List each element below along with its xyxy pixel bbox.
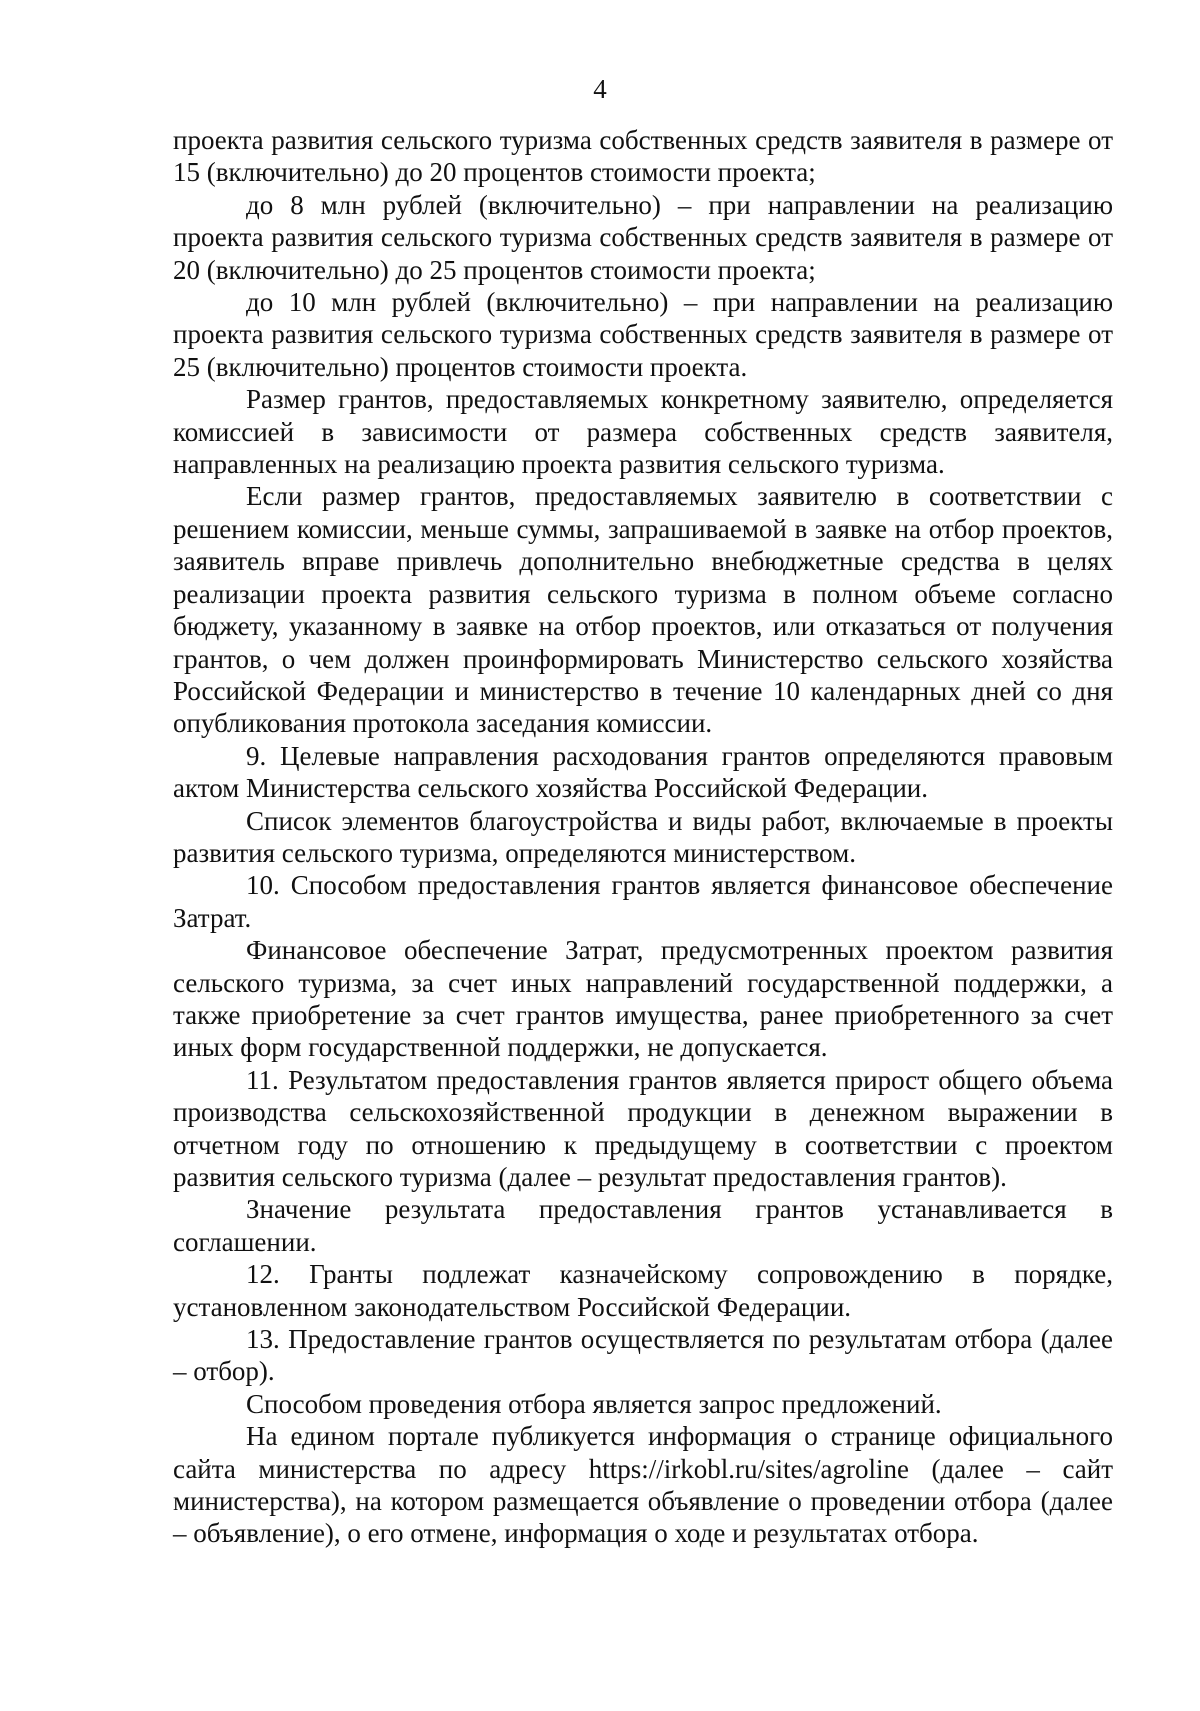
- paragraph-item-10: 10. Способом предоставления грантов является финансовое обеспечение Затрат.: [173, 870, 1113, 933]
- paragraph-portal-info: На едином портале публикуется информация о странице официального сайта министерства по адресу https://irkobl.ru/sites/agroline (далее – сайт министерства), на котором размещается объявление о проведении отбора (далее – объявление), о его отмене, информация о ходе и результатах отбора.: [173, 1421, 1113, 1549]
- paragraph-grant-size: Размер грантов, предоставляемых конкретному заявителю, определяется комиссией в зависимости от размера собственных средств заявителя, направленных на реализацию проекта развития сельского туризма.: [173, 384, 1113, 480]
- document-body: [173, 124, 1113, 1550]
- paragraph-grant-8mln: до 8 млн рублей (включительно) – при направлении на реализацию проекта развития сельского туризма собственных средств заявителя в размере от 20 (включительно) до 25 процентов стоимости проекта;: [173, 189, 1113, 285]
- paragraph-item-9: 9. Целевые направления расходования грантов определяются правовым актом Министерства сельского хозяйства Российской Федерации.: [173, 740, 1113, 804]
- paragraph-continuation: проекта развития сельского туризма собственных средств заявителя в размере от 15 (включительно) до 20 процентов стоимости проекта;: [173, 125, 1113, 188]
- paragraph-selection-method: Способом проведения отбора является запрос предложений.: [246, 1388, 942, 1419]
- paragraph-grant-shortfall: Если размер грантов, предоставляемых заявителю в соответствии с решением комиссии, меньше суммы, запрашиваемой в заявке на отбор проектов, заявитель вправе привлечь дополнительно внебюджетные средства в целях реализации проекта развития сельского туризма в полном объеме согласно бюджету, указанному в заявке на отбор проектов, или отказаться от получения грантов, о чем должен проинформировать Министерство сельского хозяйства Российской Федерации и министерство в течение 10 календарных дней со дня опубликования протокола заседания комиссии.: [173, 481, 1113, 739]
- paragraph-cost-financing: Финансовое обеспечение Затрат, предусмотренных проектом развития сельского туризма, за счет иных направлений государственной поддержки, а также приобретение за счет грантов имущества, ранее приобретенного за счет иных форм государственной поддержки, не допускается.: [173, 935, 1113, 1063]
- page-number: 4: [593, 74, 607, 104]
- paragraph-item-12: 12. Гранты подлежат казначейскому сопровождению в порядке, установленном законодательством Российской Федерации.: [173, 1259, 1113, 1322]
- paragraph-item-11: 11. Результатом предоставления грантов является прирост общего объема производства сельскохозяйственной продукции в денежном выражении в отчетном году по отношению к предыдущему в соответствии с проектом развития сельского туризма (далее – результат предоставления грантов).: [173, 1064, 1113, 1192]
- paragraph-grant-10mln: до 10 млн рублей (включительно) – при направлении на реализацию проекта развития сельского туризма собственных средств заявителя в размере от 25 (включительно) процентов стоимости проекта.: [173, 287, 1113, 382]
- paragraph-improvement-list: Список элементов благоустройства и виды работ, включаемые в проекты развития сельского туризма, определяются министерством.: [173, 805, 1113, 868]
- paragraph-item-13: 13. Предоставление грантов осуществляется по результатам отбора (далее – отбор).: [173, 1324, 1113, 1387]
- paragraph-result-value: Значение результата предоставления грантов устанавливается в соглашении.: [173, 1194, 1113, 1257]
